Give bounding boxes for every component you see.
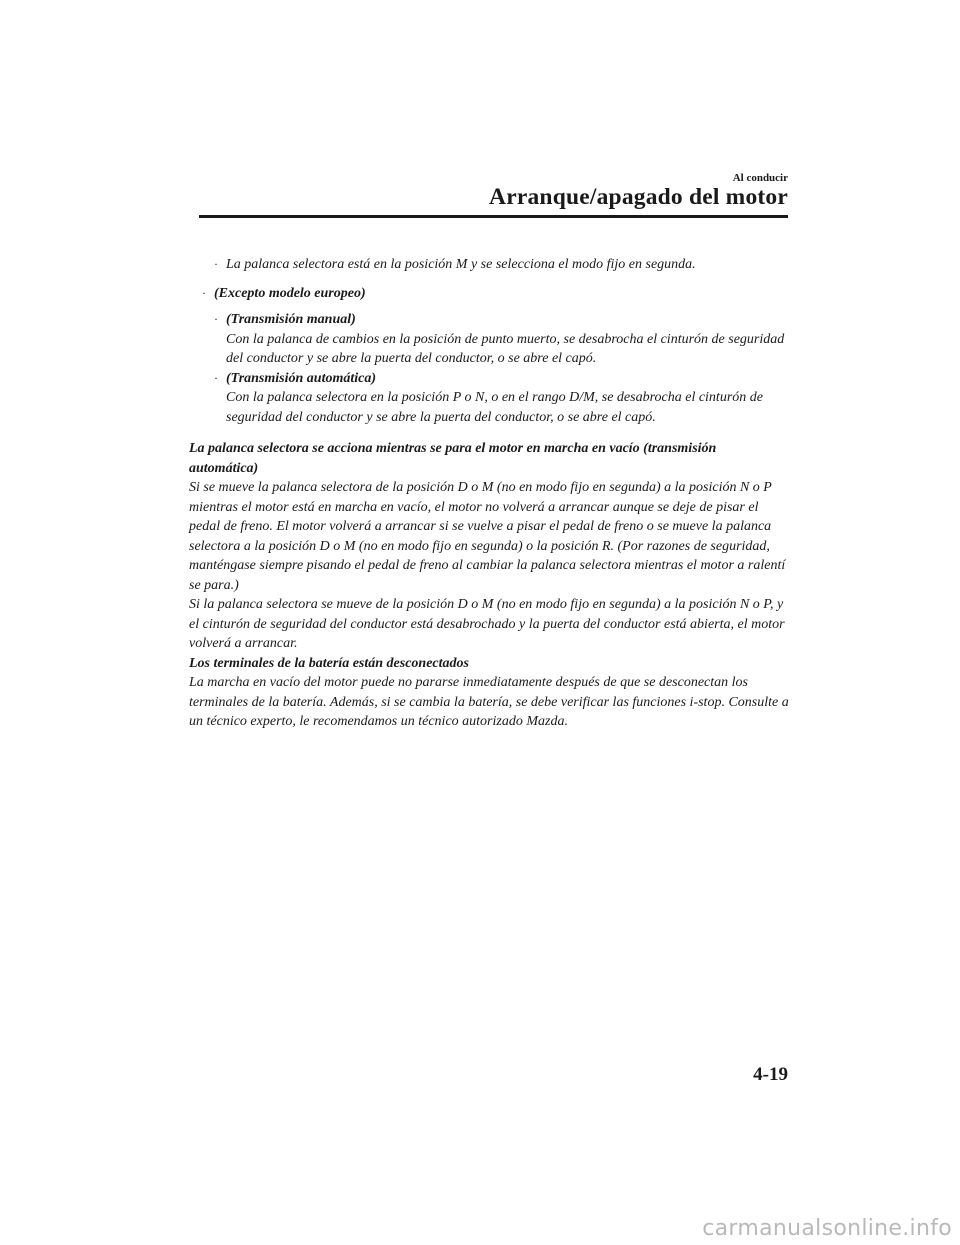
bullet-text: Con la palanca de cambios en la posición de punto muerto, se desabrocha el cinturón de seguridad del conductor y se abre la puerta del conductor, o se abre el capó. xyxy=(226,331,785,366)
header-divider xyxy=(199,215,788,218)
bullet-item xyxy=(214,310,789,369)
page-title: Arranque/apagado del motor xyxy=(489,184,788,210)
section-label: Al conducir xyxy=(732,172,788,184)
section-heading: La palanca selectora se acciona mientras se para el motor en marcha en vacío (transmisión automática) xyxy=(189,441,717,476)
bullet-dot-icon: · xyxy=(214,257,218,271)
bullet-dot-icon: · xyxy=(214,312,218,326)
bullet-text: La palanca selectora está en la posición M y se selecciona el modo fijo en segunda. xyxy=(226,257,696,272)
page-content xyxy=(189,255,789,732)
bullet-item xyxy=(214,369,789,428)
bullet-heading: (Excepto modelo europeo) xyxy=(214,285,366,301)
bullet-heading: (Transmisión manual) xyxy=(226,312,356,327)
section-heading: Los terminales de la batería están desconectados xyxy=(189,655,469,671)
bullet-dot-icon: · xyxy=(214,370,218,385)
bullet-heading: (Transmisión automática) xyxy=(226,370,377,386)
paragraph: Si la palanca selectora se mueve de la posición D o M (no en modo fijo en segunda) a la posición N o P, y el cinturón de seguridad del conductor está desabrochado y la puerta del conductor está abierta, el motor volverá a arrancar. xyxy=(189,597,785,651)
paragraph: La marcha en vacío del motor puede no pararse inmediatamente después de que se desconectan los terminales de la batería. Además, si se cambia la batería, se debe verificar las funciones i-stop. Consulte a un técnico experto, le recomendamos un técnico autorizado Mazda. xyxy=(189,675,789,729)
bullet-item xyxy=(202,284,789,304)
page-number: 4-19 xyxy=(753,1064,788,1085)
bullet-dot-icon: · xyxy=(202,285,206,300)
paragraph: Si se mueve la palanca selectora de la posición D o M (no en modo fijo en segunda) a la posición N o P mientras el motor está en marcha en vacío, el motor no volverá a arrancar aunque se deje de pisar el pedal de freno. El motor volverá a arrancar si se vuelve a pisar el pedal de freno o se mueve la palanca selectora a la posición D o M (no en modo fijo en segunda) o la posición R. (Por razones de seguridad, manténgase siempre pisando el pedal de freno al cambiar la palanca selectora mientras el motor a ralentí se para.) xyxy=(189,480,786,593)
bullet-text: Con la palanca selectora en la posición P o N, o en el rango D/M, se desabrocha el cinturón de seguridad del conductor y se abre la puerta del conductor, o se abre el capó. xyxy=(226,390,763,425)
watermark: carmanualsonline.info xyxy=(702,1216,952,1241)
bullet-item xyxy=(214,255,789,275)
